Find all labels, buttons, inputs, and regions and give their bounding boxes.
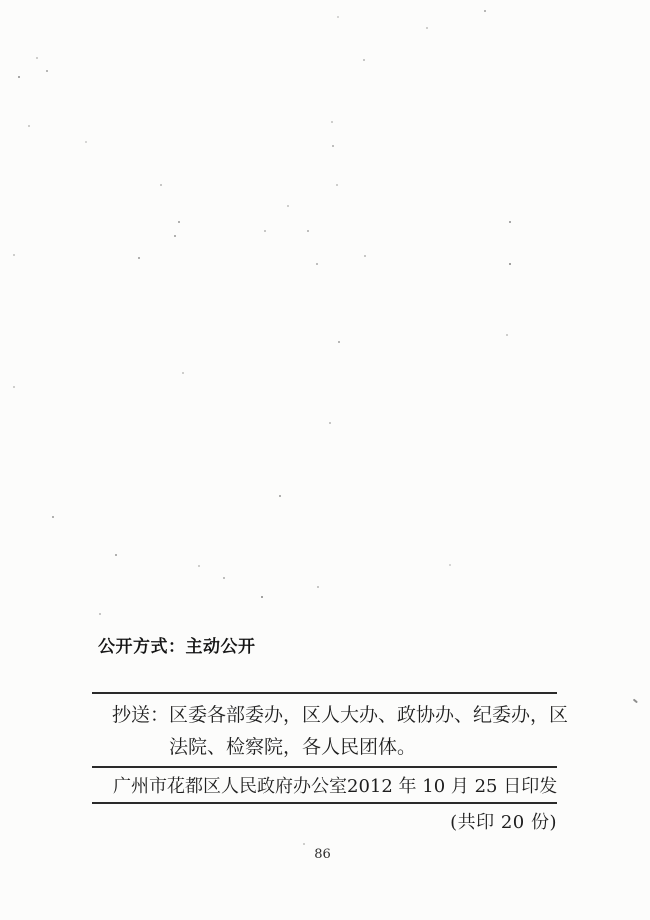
cc-line-2: 法院、检察院，各人民团体。 (169, 736, 417, 758)
scan-speck (138, 257, 140, 259)
scan-speck (52, 516, 54, 518)
cc-recipients (169, 699, 568, 763)
scan-speck (28, 125, 30, 127)
disclosure-label: 公开方式： (98, 637, 186, 657)
scan-speck (338, 341, 340, 343)
scan-speck (329, 422, 331, 424)
issuer-office: 广州市花都区人民政府办公室 (113, 776, 347, 797)
scan-speck (46, 70, 48, 72)
scan-speck (36, 57, 38, 59)
scan-speck (307, 230, 309, 232)
scan-speck (279, 495, 281, 497)
scan-speck (99, 613, 101, 615)
scan-speck (13, 386, 15, 388)
scan-speck (287, 205, 289, 207)
scan-speck (509, 263, 511, 265)
scan-speck (364, 255, 366, 257)
colophon-table (92, 692, 569, 804)
scan-speck (426, 27, 428, 29)
scan-speck (449, 564, 451, 566)
page-number: 86 (314, 847, 331, 862)
scan-speck (484, 10, 486, 12)
scan-speck (174, 235, 176, 237)
scan-speck (633, 699, 638, 703)
scan-speck (264, 230, 266, 232)
scan-speck (160, 184, 162, 186)
scan-speck (336, 184, 338, 186)
cc-row (92, 694, 569, 766)
scan-speck (303, 843, 305, 845)
scan-speck (18, 76, 20, 78)
scan-speck (363, 59, 365, 61)
cc-line-1: 区委各部委办，区人大办、政协办、纪委办，区 (169, 704, 569, 726)
disclosure-line (98, 632, 256, 657)
scan-speck (506, 334, 508, 336)
scan-speck (337, 16, 339, 18)
scan-speck (509, 221, 511, 223)
scan-speck (316, 263, 318, 265)
scan-speck (317, 586, 319, 588)
scan-speck (13, 254, 15, 256)
scan-speck (178, 221, 180, 223)
scan-speck (331, 121, 333, 123)
scan-speck (261, 596, 263, 598)
cc-label: 抄送： (112, 704, 170, 726)
scan-speck (198, 565, 200, 567)
scan-speck (332, 145, 334, 147)
scan-speck (85, 141, 87, 143)
scan-speck (223, 577, 225, 579)
copies-note: (共印 20 份) (450, 812, 557, 833)
scan-speck (182, 372, 184, 374)
disclosure-value: 主动公开 (185, 637, 256, 657)
scan-speck (115, 554, 117, 556)
issuer-row (92, 766, 557, 804)
print-date: 2012 年 10 月 25 日印发 (347, 776, 558, 797)
